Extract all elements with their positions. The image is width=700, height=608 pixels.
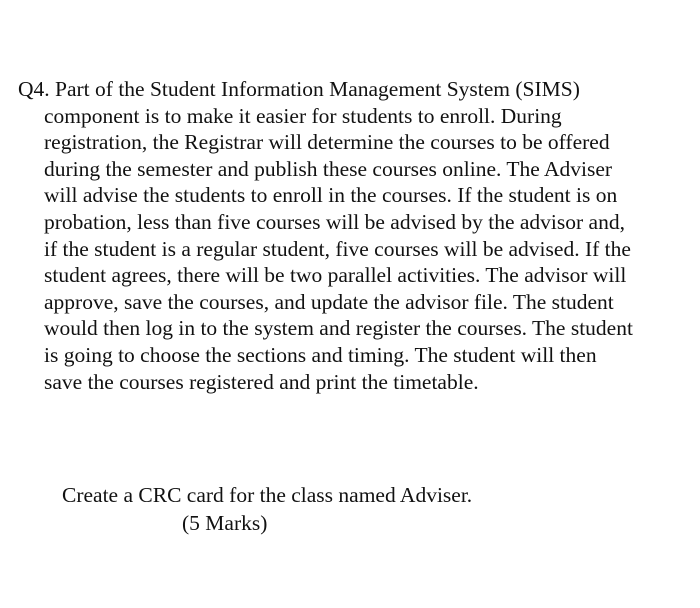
question-line: registration, the Registrar will determine the courses to be offered — [44, 130, 610, 155]
question-line: if the student is a regular student, five courses will be advised. If the — [44, 236, 631, 261]
task-marks: (5 Marks) — [182, 511, 268, 535]
question-line: approve, save the courses, and update the advisor file. The student — [44, 289, 614, 314]
question-line: probation, less than five courses will be advised by the advisor and, — [44, 209, 625, 234]
question-line: is going to choose the sections and timing. The student will then — [44, 342, 597, 367]
question-line: student agrees, there will be two parallel activities. The advisor will — [44, 263, 627, 288]
question-line: during the semester and publish these courses online. The Adviser — [44, 156, 613, 181]
question-line: component is to make it easier for students to enroll. During — [44, 103, 562, 128]
question-text — [18, 76, 688, 395]
question-line: would then log in to the system and register the courses. The student — [44, 316, 633, 341]
question-line: Q4. Part of the Student Information Management System (SIMS) — [18, 77, 580, 101]
question-line: save the courses registered and print the timetable. — [44, 369, 479, 394]
task-instruction: Create a CRC card for the class named Adviser. — [62, 483, 473, 507]
question-line: will advise the students to enroll in the courses. If the student is on — [44, 183, 618, 208]
